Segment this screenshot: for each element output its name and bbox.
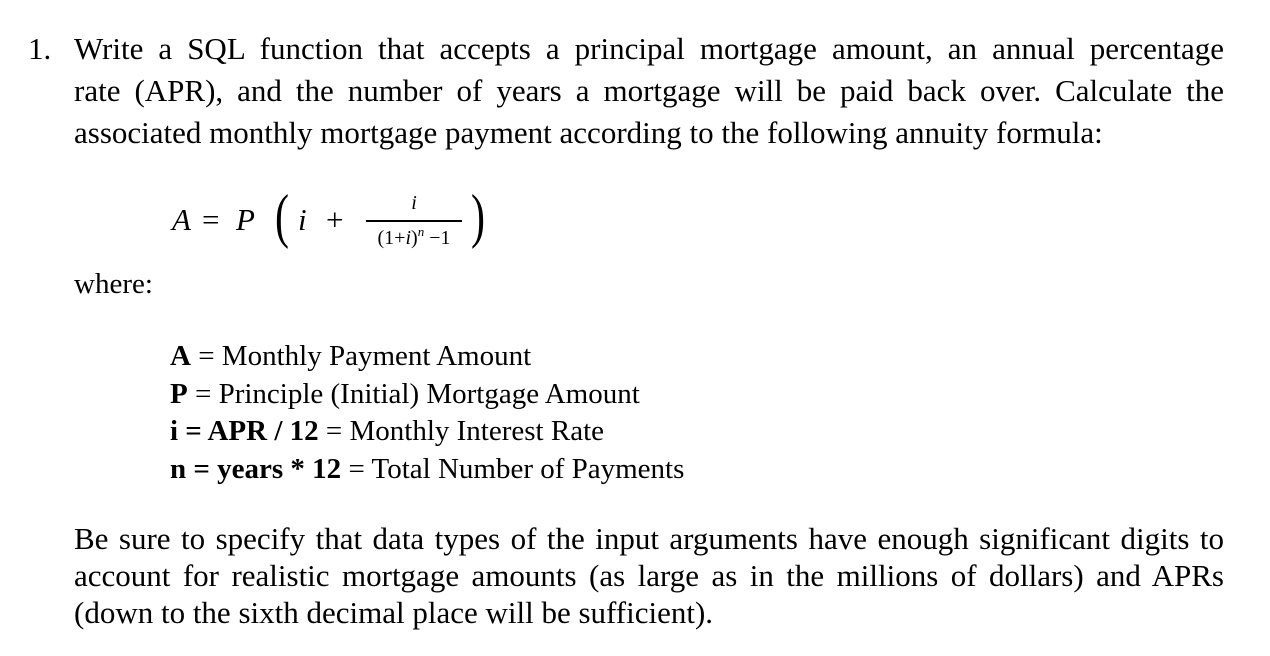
den-i: i [405,227,412,249]
definition-text: = Total Number of Payments [341,452,685,485]
definition-text: = Monthly Payment Amount [190,340,532,372]
definition-key: i = APR / 12 [170,415,319,447]
formula-fraction [366,192,462,258]
note-line: Be sure to specify that data types of the input arguments have enough significant digits to [74,521,1224,556]
definition-text: = Principle (Initial) Mortgage Amount [187,377,640,410]
item-number: 1. [28,31,52,66]
formula-p: P [236,202,255,237]
formula-right-paren: ) [470,183,485,249]
note-line: account for realistic mortgage amounts (as large as in the millions of dollars) and APRs [74,558,1224,593]
definition-row [170,451,684,489]
formula-lhs: A [172,202,191,237]
intro-line: Write a SQL function that accepts a principal mortgage amount, an annual percentage [74,31,1224,66]
definition-key: n = years * 12 [170,452,342,485]
den-tail: −1 [424,227,451,249]
den-close: ) [411,227,418,249]
definition-text: = Monthly Interest Rate [318,415,604,447]
definition-key: A [170,340,191,372]
fraction-bar [366,220,462,222]
definition-row [170,338,684,376]
formula-i: i [298,202,307,237]
intro-line: rate (APR), and the number of years a mortgage will be paid back over. Calculate the [74,73,1224,108]
formula-plus: + [326,202,344,237]
definition-key: P [170,377,188,410]
note-line: (down to the sixth decimal place will be sufficient). [74,595,714,630]
fraction-numerator: i [411,192,417,214]
formula-left-paren: ( [274,183,289,249]
formula-equals: = [202,202,220,237]
den-exponent: n [417,224,425,239]
definition-row [170,376,684,414]
definition-row [170,413,684,451]
note-paragraph [74,520,1224,631]
fraction-denominator [366,224,462,250]
den-open: (1+ [377,227,406,249]
intro-paragraph [74,28,1224,154]
intro-line: associated monthly mortgage payment according to the following annuity formula: [74,115,1103,150]
where-label: where: [74,268,153,300]
definitions-list [170,338,684,488]
